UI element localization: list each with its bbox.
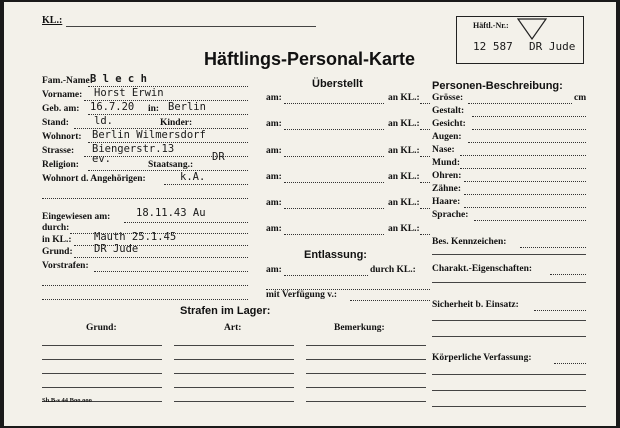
ueberstellt-title: Überstellt (312, 78, 363, 90)
ueberstellt-am-line (284, 234, 384, 235)
in-kl-value: Mauth 25.1.45 (94, 231, 177, 243)
prisoner-category: DR Jude (529, 40, 576, 53)
zaehne-label: Zähne: (432, 184, 462, 194)
vorstrafen-line3 (42, 299, 248, 300)
entlassung-am-label: am: (266, 265, 282, 275)
prisoner-number-stamp (456, 16, 584, 64)
entlassung-durch-kl-label: durch KL.: (370, 265, 416, 275)
sicherheit-label: Sicherheit b. Einsatz: (432, 300, 519, 310)
zaehne-line (464, 194, 586, 195)
religion-line (88, 170, 248, 171)
gesicht-line (472, 129, 586, 130)
ueberstellt-am-line (284, 129, 384, 130)
durch-label: durch: (42, 223, 70, 233)
vorstrafen-line2 (42, 285, 248, 286)
eingewiesen-line (124, 222, 248, 223)
koerperliche-line (554, 363, 586, 364)
religion-value: ev. (92, 153, 111, 165)
prisoner-number: 12 587 (473, 40, 513, 53)
strafen-col-art: Art: (224, 323, 242, 333)
ueberstellt-am-label: am: (266, 146, 282, 156)
ueberstellt-an-kl-line (420, 182, 430, 183)
fam-name-label: Fam.-Name: (42, 76, 93, 86)
mit-verfuegung-line (350, 300, 430, 301)
kinder-label: Kinder: (160, 118, 193, 128)
wohnort-angeh-value: k.A. (180, 171, 206, 183)
footer-code: Sh.B-s 44 Boo.ooo (42, 397, 92, 404)
eingewiesen-label: Eingewiesen am: (42, 212, 111, 222)
sicherheit-line (534, 310, 586, 311)
grund-line (74, 257, 248, 258)
sicherheit-line2 (432, 320, 586, 321)
ueberstellt-an-kl-label: an KL.: (388, 172, 420, 182)
ueberstellt-an-kl-line (420, 156, 430, 157)
groesse-unit: cm (574, 93, 587, 103)
stamp-label: Häftl.-Nr.: (473, 21, 509, 30)
ueberstellt-am-line (284, 103, 384, 104)
koerperliche-label: Körperliche Verfassung: (432, 353, 532, 363)
mit-verfuegung-label: mit Verfügung v.: (266, 290, 337, 300)
vorname-label: Vorname: (42, 90, 83, 100)
eingewiesen-value: 18.11.43 Au (136, 207, 206, 219)
ueberstellt-am-line (284, 156, 384, 157)
vorname-value: Horst Erwin (94, 87, 164, 99)
koerperliche-line3 (432, 390, 586, 391)
in-value: Berlin (168, 101, 206, 113)
strafen-col-grund: Grund: (86, 323, 117, 333)
wohnort-label: Wohnort: (42, 132, 82, 142)
groesse-label: Grösse: (432, 93, 464, 103)
nase-line (460, 155, 586, 156)
card-title: Häftlings-Personal-Karte (204, 49, 416, 69)
ueberstellt-am-line (284, 208, 384, 209)
wohnort-angeh-label: Wohnort d. Angehörigen: (42, 174, 146, 184)
angeh-line2 (42, 198, 248, 199)
groesse-line (468, 103, 572, 104)
bes-kennzeichen-line (520, 247, 586, 248)
kl-label: KL.: (42, 15, 63, 26)
bes-kennzeichen-line2 (432, 254, 586, 255)
charakt-line2 (432, 282, 586, 283)
fam-name-value: B l e c h (90, 73, 147, 85)
ohren-line (464, 181, 586, 182)
bes-kennzeichen-label: Bes. Kennzeichen: (432, 237, 507, 247)
grund-value: DR Jude (94, 243, 139, 255)
entlassung-title: Entlassung: (304, 249, 367, 261)
ueberstellt-am-label: am: (266, 172, 282, 182)
mund-line (460, 168, 586, 169)
in-label: in: (148, 104, 160, 114)
strafen-title: Strafen im Lager: (180, 305, 271, 317)
koerperliche-line2 (432, 374, 586, 375)
mund-label: Mund: (432, 158, 460, 168)
angeh-line1 (164, 184, 248, 185)
ueberstellt-am-line (284, 182, 384, 183)
sprache-line (474, 220, 586, 221)
staatsang-label: Staatsang.: (148, 160, 194, 170)
nase-label: Nase: (432, 145, 455, 155)
kl-line (66, 26, 316, 27)
vorstrafen-line1 (94, 271, 248, 272)
ueberstellt-an-kl-line (420, 129, 430, 130)
ueberstellt-an-kl-label: an KL.: (388, 119, 420, 129)
ueberstellt-an-kl-label: an KL.: (388, 224, 420, 234)
ueberstellt-am-label: am: (266, 93, 282, 103)
stand-value: ld. (94, 115, 113, 127)
geb-am-label: Geb. am: (42, 104, 80, 114)
staatsang-value: DR (212, 151, 225, 163)
ueberstellt-am-label: am: (266, 119, 282, 129)
ueberstellt-an-kl-line (420, 208, 430, 209)
ueberstellt-an-kl-label: an KL.: (388, 198, 420, 208)
ueberstellt-am-label: am: (266, 224, 282, 234)
strafen-col-bemerkung: Bemerkung: (334, 323, 385, 333)
prisoner-card (4, 2, 616, 426)
augen-label: Augen: (432, 132, 462, 142)
ueberstellt-am-label: am: (266, 198, 282, 208)
strasse-value: Biengerstr.13 (92, 143, 175, 155)
koerperliche-line4 (432, 406, 586, 407)
ueberstellt-an-kl-line (420, 103, 430, 104)
geb-am-value: 16.7.20 (90, 101, 135, 113)
religion-label: Religion: (42, 160, 79, 170)
wohnort-value: Berlin Wilmersdorf (92, 129, 206, 141)
triangle-badge-icon (517, 18, 547, 40)
sicherheit-line3 (432, 336, 586, 337)
beschreibung-title: Personen-Beschreibung: (432, 80, 563, 92)
gestalt-line (472, 116, 586, 117)
ohren-label: Ohren: (432, 171, 462, 181)
in-kl-label: in KL.: (42, 235, 72, 245)
entlassung-am-line (284, 275, 368, 276)
gesicht-label: Gesicht: (432, 119, 466, 129)
haare-label: Haare: (432, 197, 461, 207)
stand-label: Stand: (42, 118, 69, 128)
charakt-label: Charakt.-Eigenschaften: (432, 264, 533, 274)
charakt-line (550, 274, 586, 275)
ueberstellt-an-kl-label: an KL.: (388, 93, 420, 103)
ueberstellt-an-kl-line (420, 234, 430, 235)
strasse-label: Strasse: (42, 146, 75, 156)
grund-label: Grund: (42, 247, 73, 257)
gestalt-label: Gestalt: (432, 106, 465, 116)
augen-line (468, 142, 586, 143)
ueberstellt-an-kl-label: an KL.: (388, 146, 420, 156)
vorstrafen-label: Vorstrafen: (42, 261, 89, 271)
haare-line (464, 207, 586, 208)
sprache-label: Sprache: (432, 210, 469, 220)
